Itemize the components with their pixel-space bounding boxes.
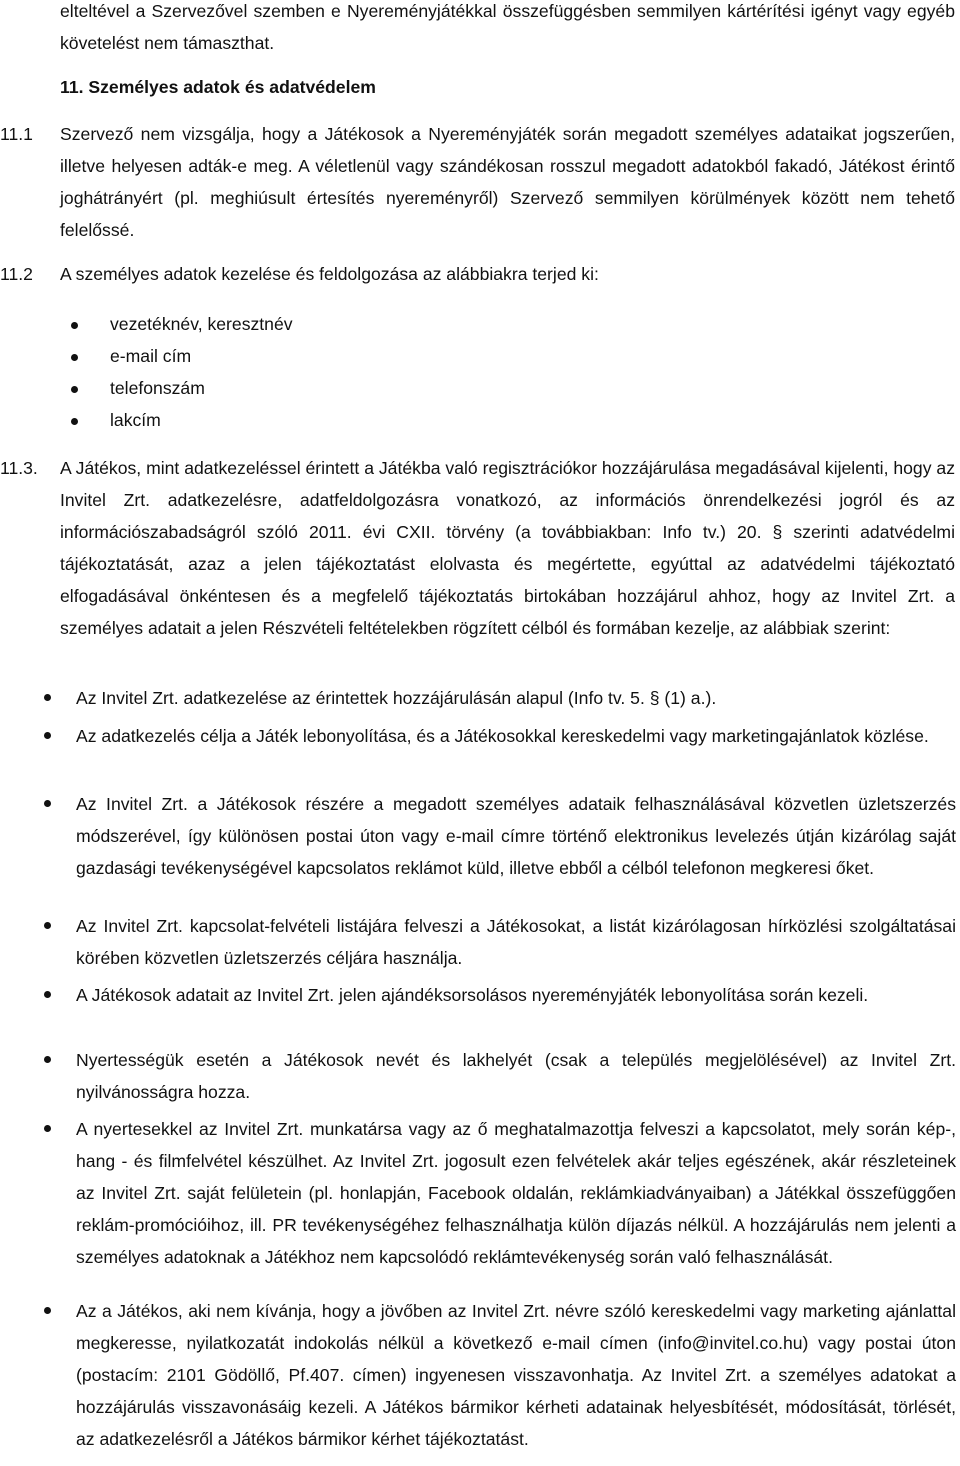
bullet-icon bbox=[44, 800, 51, 807]
intro-paragraph: elteltével a Szervezővel szemben e Nyereményjátékkal összefüggésben semmilyen kártérítési igényt vagy egyéb követelést nem támaszthat. bbox=[60, 1, 955, 53]
bullet-icon bbox=[44, 1125, 51, 1132]
subsection-text: A Játékos, mint adatkezeléssel érintett a Játékba való regisztrációkor hozzájárulása megadásával kijelenti, hogy az Invitel Zrt. adatkezelésre, adatfeldolgozásra vonatkozó, az információs önrendelkezési jogról és az információszabadságról szóló 2011. évi CXII. törvény (a továbbiakban: Info tv.) 20. § szerinti adatvédelmi tájékoztatását, azaz a jelen tájékoztatást elolvasta és megértette, egyúttal az adatvédelmi tájékoztató elfogadásával önkéntesen és a megfelelő tájékoztatás birtokában hozzájárul ahhoz, hogy az Invitel Zrt. a személyes adatait a jelen Részvételi feltételekben rögzített célból és formában kezelje, az alábbiak szerint: bbox=[60, 458, 955, 638]
bullet-icon bbox=[71, 418, 78, 425]
bullet-text: Az Invitel Zrt. adatkezelése az érintettek hozzájárulásán alapul (Info tv. 5. § (1) a.). bbox=[76, 688, 717, 708]
bullet-text: Nyertességük esetén a Játékosok nevét és lakhelyét (csak a település megjelölésével) az Invitel Zrt. nyilvánosságra hozza. bbox=[76, 1050, 956, 1102]
list-item: vezetéknév, keresztnév bbox=[110, 314, 293, 334]
bullet-text: Az a Játékos, aki nem kívánja, hogy a jövőben az Invitel Zrt. névre szóló kereskedelmi vagy marketing ajánlattal megkeresse, nyilatkozatát indokolás nélkül a következő e-mail címen (info@invitel.co.hu) vagy postai úton (postacím: 2101 Gödöllő, Pf.407. címen) ingyenesen visszavonhatja. Az Invitel Zrt. a személyes adatokat a hozzájárulás visszavonásáig kezeli. A Játékos bármikor kérheti adatainak helyesbítését, módosítását, törlését, az adatkezelésről a Játékos bármikor kérhet tájékoztatást. bbox=[76, 1301, 956, 1449]
subsection-number: 11.2 bbox=[0, 264, 33, 284]
list-item: e-mail cím bbox=[110, 346, 192, 366]
bullet-icon bbox=[44, 1307, 51, 1314]
bullet-icon bbox=[44, 922, 51, 929]
bullet-text: Az Invitel Zrt. a Játékosok részére a megadott személyes adataik felhasználásával közvetlen üzletszerzés módszerével, így különösen postai úton vagy e-mail címre történő elektronikus levelezés útján kizárólag saját gazdasági tevékenységével kapcsolatos reklámot küld, illetve ebből a célból telefonon megkeresi őket. bbox=[76, 794, 956, 878]
bullet-icon bbox=[71, 322, 78, 329]
list-item: lakcím bbox=[110, 410, 161, 430]
bullet-icon bbox=[44, 1056, 51, 1063]
bullet-icon bbox=[44, 694, 51, 701]
bullet-icon bbox=[71, 386, 78, 393]
bullet-icon bbox=[44, 732, 51, 739]
bullet-text: A Játékosok adatait az Invitel Zrt. jelen ajándéksorsolásos nyereményjáték lebonyolítása során kezeli. bbox=[76, 985, 869, 1005]
subsection-number: 11.1 bbox=[0, 124, 33, 144]
bullet-icon bbox=[71, 354, 78, 361]
subsection-number: 11.3. bbox=[0, 458, 38, 478]
bullet-text: Az Invitel Zrt. kapcsolat-felvételi listájára felveszi a Játékosokat, a listát kizárólagosan hírközlési szolgáltatásai körében közvetlen üzletszerzés céljára használja. bbox=[76, 916, 956, 968]
subsection-text: A személyes adatok kezelése és feldolgozása az alábbiakra terjed ki: bbox=[60, 264, 599, 284]
list-item: telefonszám bbox=[110, 378, 205, 398]
subsection-text: Szervező nem vizsgálja, hogy a Játékosok a Nyereményjáték során megadott személyes adataikat jogszerűen, illetve helyesen adták-e meg. A véletlenül vagy szándékosan rosszul megadott adatokból fakadó, Játékost érintő joghátrányért (pl. meghiúsult értesítés nyereményről) Szervező semmilyen körülmények között nem tehető felelőssé. bbox=[60, 124, 955, 240]
bullet-text: Az adatkezelés célja a Játék lebonyolítása, és a Játékosokkal kereskedelmi vagy marketingajánlatok közlése. bbox=[76, 726, 929, 746]
bullet-icon bbox=[44, 991, 51, 998]
bullet-text: A nyertesekkel az Invitel Zrt. munkatársa vagy az ő meghatalmazottja felveszi a kapcsolatot, mely során kép-, hang - és filmfelvétel készülhet. Az Invitel Zrt. jogosult ezen felvételek akár teljes egészének, akár részleteinek az Invitel Zrt. saját felületein (pl. honlapján, Facebook oldalán, reklámkiadványaiban) a Játékkal összefüggően reklám-promócióihoz, ill. PR tevékenységéhez felhasználhatja külön díjazás nélkül. A hozzájárulás nem jelenti a személyes adatoknak a Játékhoz nem kapcsolódó reklámtevékenység során való felhasználását. bbox=[76, 1119, 956, 1267]
section-heading: 11. Személyes adatok és adatvédelem bbox=[60, 77, 376, 97]
